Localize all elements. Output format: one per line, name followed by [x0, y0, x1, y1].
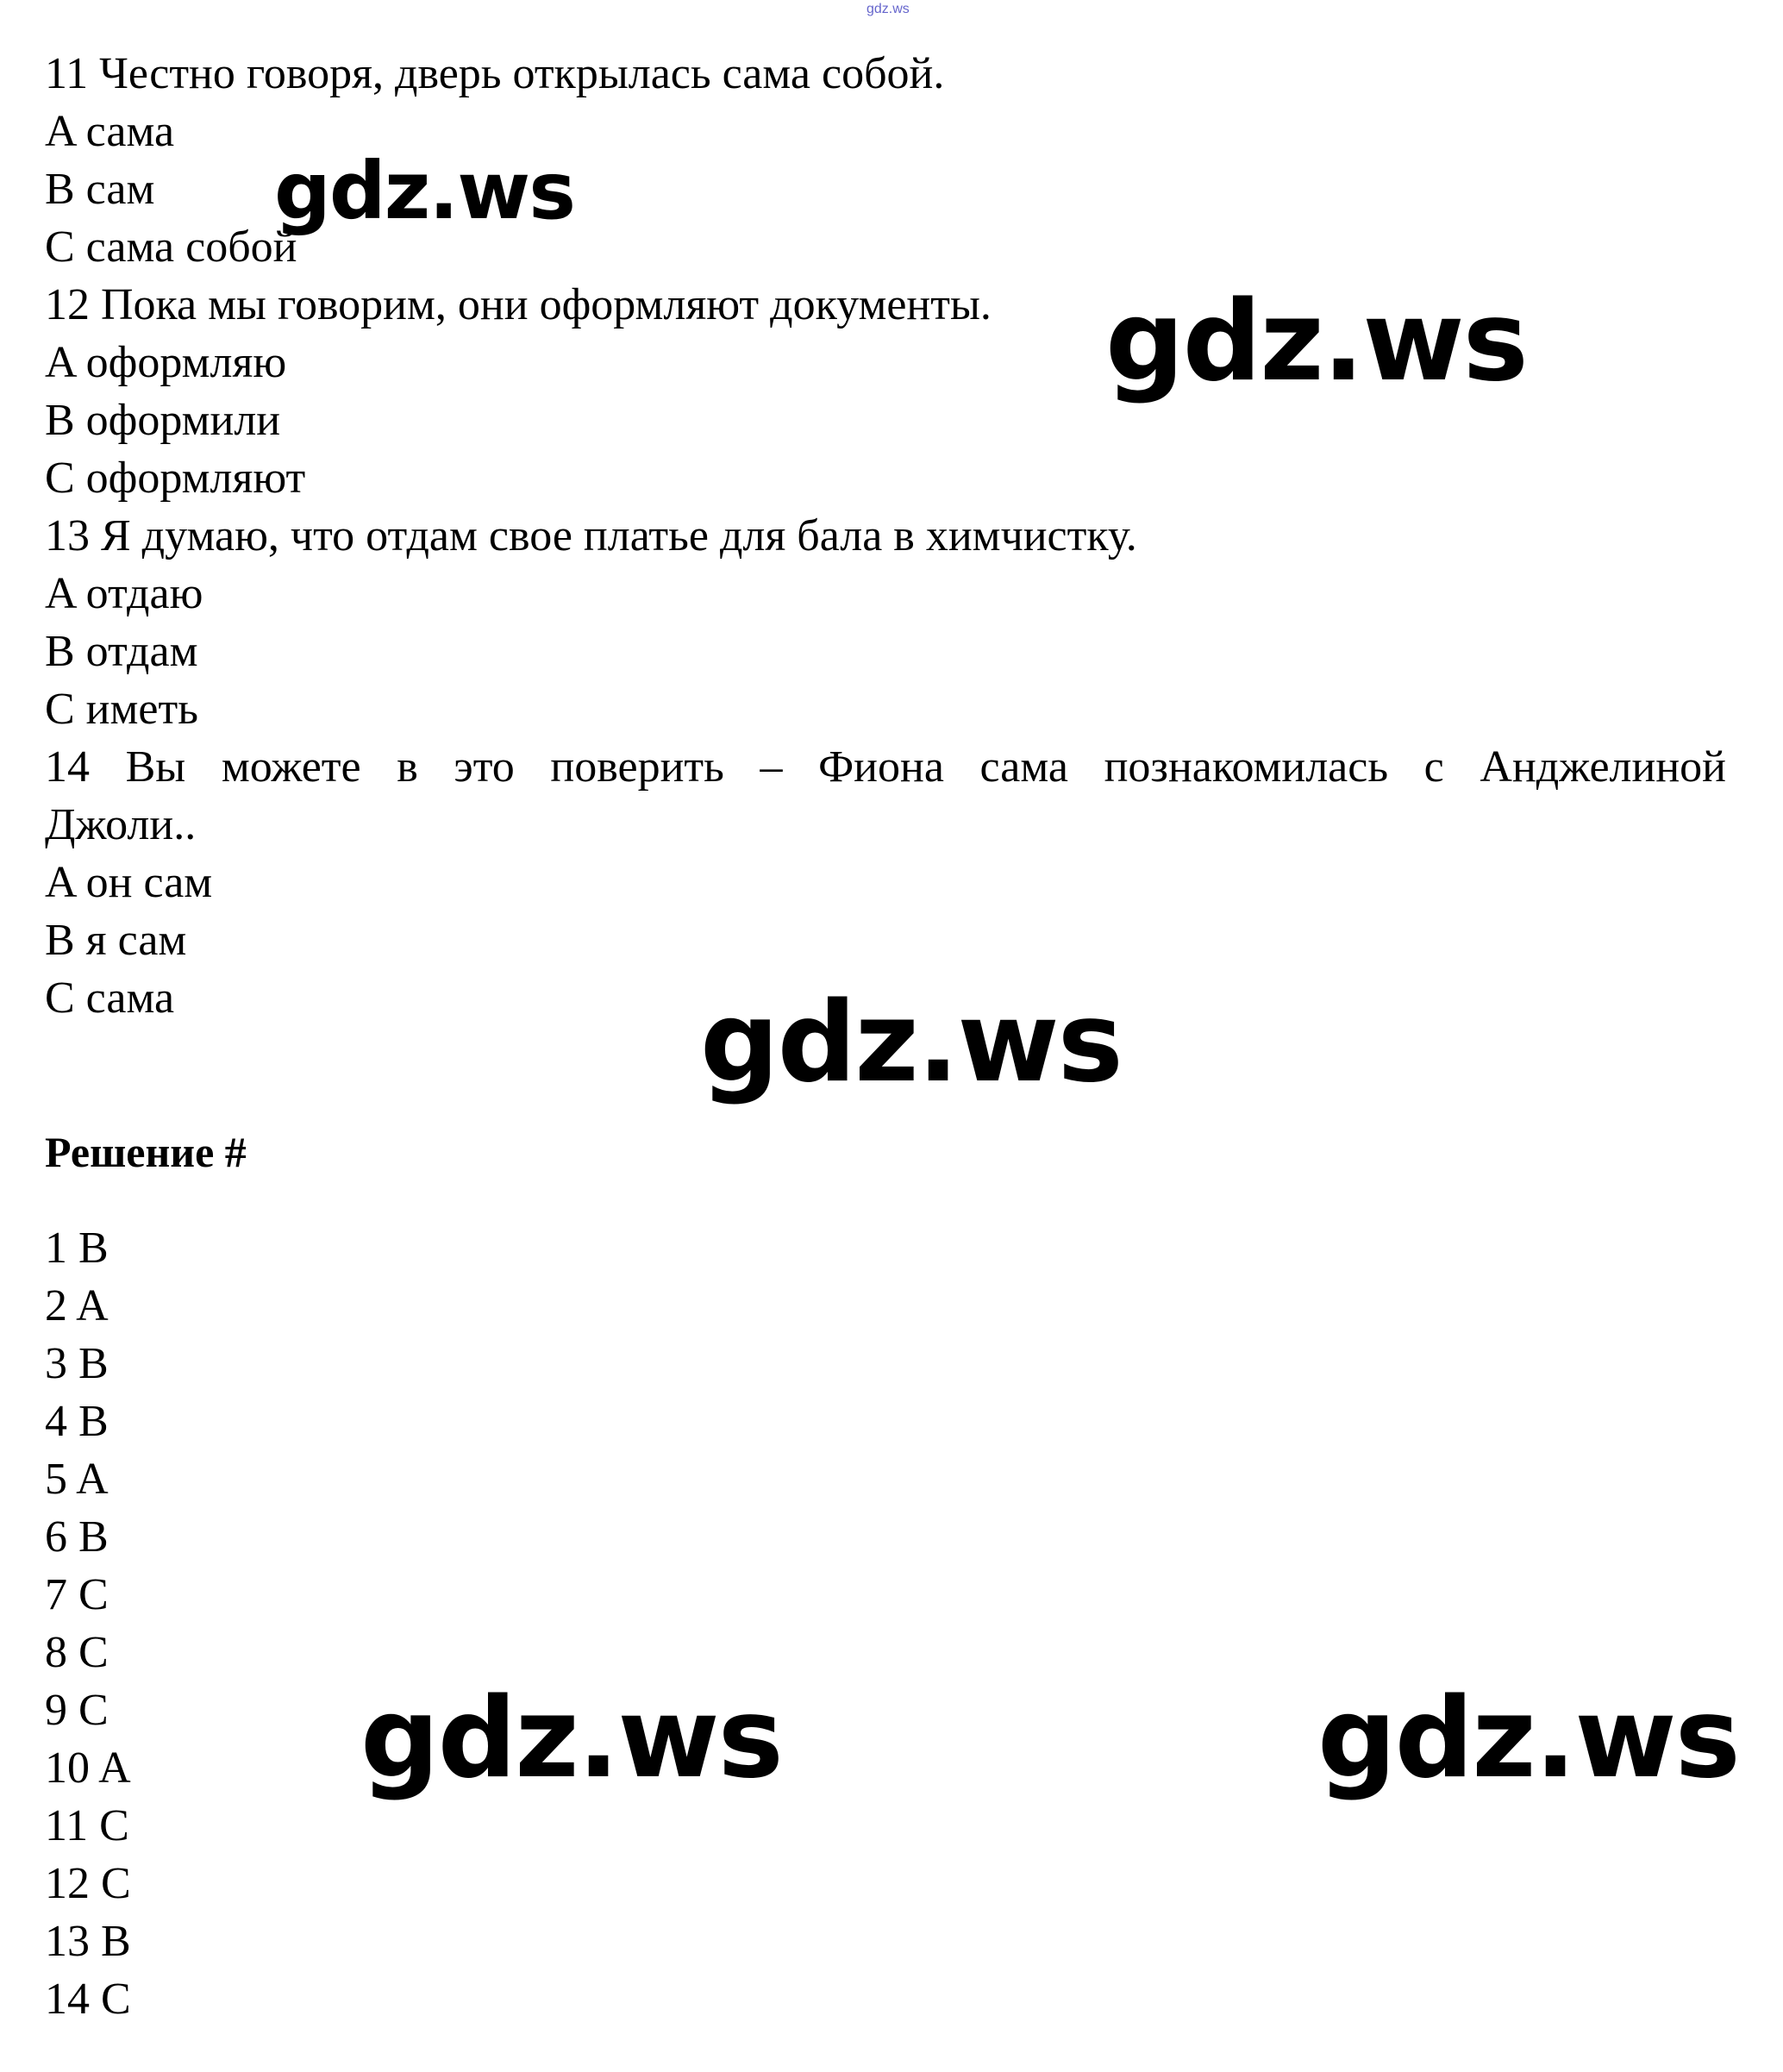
answers-list: [45, 1219, 1726, 2028]
watermark: gdz.ws: [1317, 1675, 1739, 1803]
answer-item: 11 C: [45, 1801, 129, 1850]
answer-item: 3 B: [45, 1339, 109, 1388]
option-a: A сама: [45, 107, 175, 156]
option-b: B отдам: [45, 627, 198, 676]
option-b: B я сам: [45, 916, 187, 965]
watermark: gdz.ws: [274, 145, 574, 237]
option-b: B оформили: [45, 396, 281, 445]
question-13: [45, 507, 1726, 738]
option-a: A он сам: [45, 858, 213, 907]
answer-item: 12 C: [45, 1859, 131, 1908]
option-a: A оформляю: [45, 338, 287, 387]
answer-item: 7 C: [45, 1570, 109, 1619]
answer-item: 10 A: [45, 1743, 131, 1793]
answer-item: 14 C: [45, 1975, 131, 2024]
option-a: A отдаю: [45, 569, 203, 618]
watermark: gdz.ws: [360, 1675, 782, 1803]
question-text: 11 Честно говоря, дверь открылась сама собой.: [45, 49, 945, 98]
question-text-line-2: Джоли..: [45, 800, 197, 849]
option-c: C иметь: [45, 685, 198, 734]
option-c: C сама: [45, 973, 175, 1023]
answer-item: 1 B: [45, 1224, 109, 1273]
answer-item: 5 A: [45, 1455, 109, 1504]
header-watermark: gdz.ws: [866, 2, 910, 16]
question-text: 12 Пока мы говорим, они оформляют документы.: [45, 280, 992, 329]
answer-item: 8 C: [45, 1628, 109, 1677]
answer-item: 9 C: [45, 1686, 109, 1735]
answer-item: 13 B: [45, 1917, 131, 1966]
solution-heading: Решение #: [45, 1128, 247, 1176]
watermark: gdz.ws: [700, 979, 1122, 1107]
option-c: C оформляют: [45, 454, 306, 503]
answer-item: 4 B: [45, 1397, 109, 1446]
watermark: gdz.ws: [1105, 278, 1527, 406]
question-text: 13 Я думаю, что отдам свое платье для бала в химчистку.: [45, 511, 1137, 560]
question-text-line-1: 14 Вы можете в это поверить – Фиона сама познакомилась с Анджелиной: [45, 742, 1726, 792]
answer-item: 6 B: [45, 1512, 109, 1562]
option-c: C сама собой: [45, 222, 297, 272]
option-b: B сам: [45, 165, 155, 214]
answer-item: 2 A: [45, 1281, 109, 1330]
